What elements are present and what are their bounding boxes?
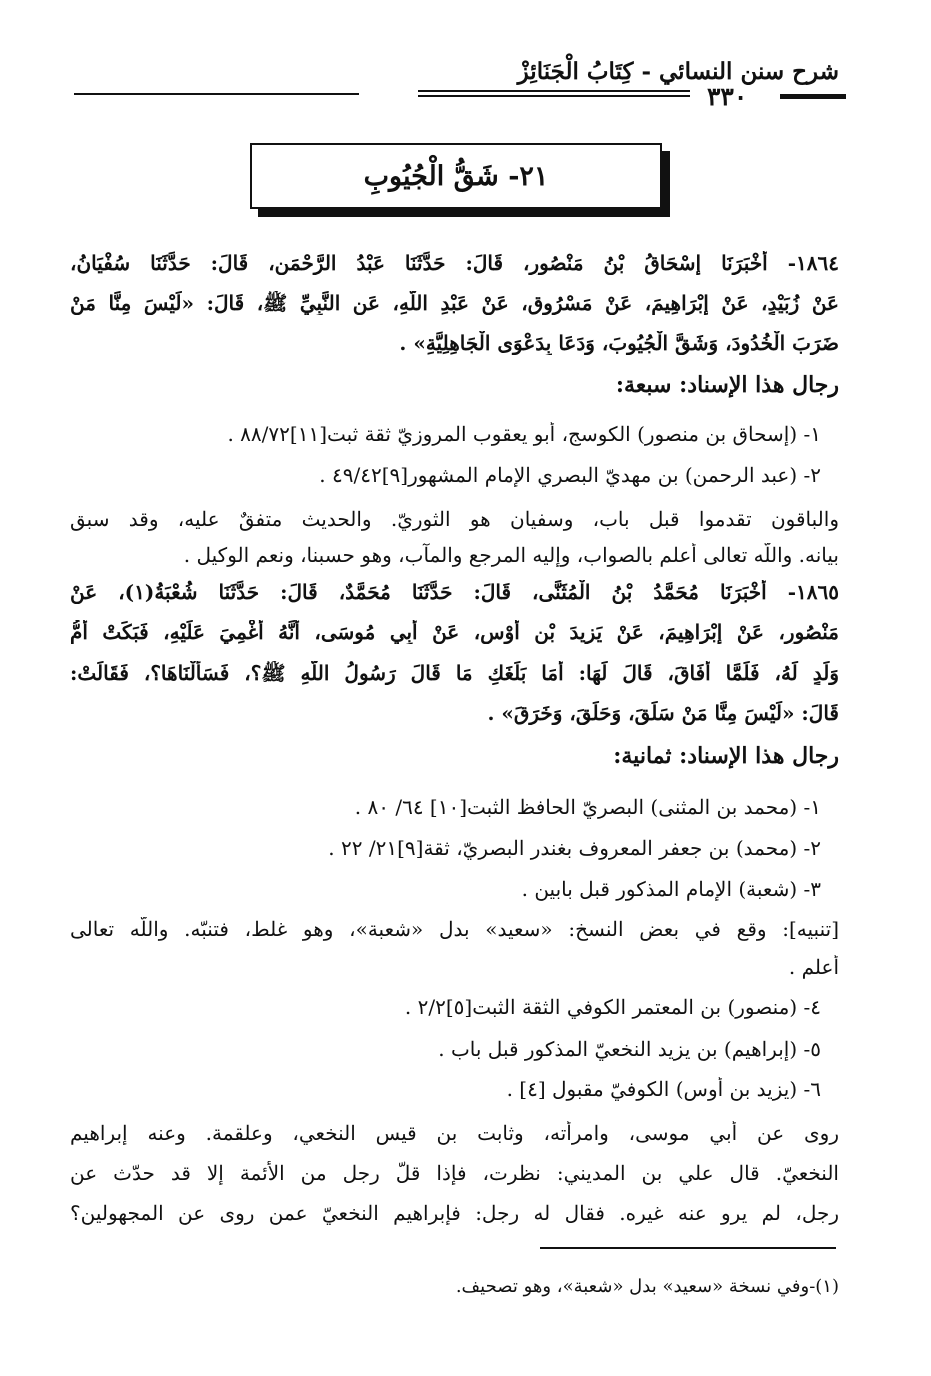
chapter-title-box <box>250 143 662 209</box>
running-header-title: شرح سنن النسائي - كِتَابُ الْجَنَائِزْ <box>517 58 839 85</box>
narrator-entry: ١- (إسحاق بن منصور) الكوسج، أبو يعقوب المروزيّ ثقة ثبت[١١]٨٨/٧٢ . <box>227 422 821 446</box>
text-line: وَلَدٍ لَهُ، فَلَمَّا أَفَاقَ، قَالَ لَهَا: أَمَا بَلَغَكِ مَا قَالَ رَسُولُ اللَّهِ ﷺ؟، فَسَأَلْنَاهَا؟، فَقَالَتْ: <box>70 661 839 685</box>
text-line: ١٨٦٤- أَخْبَرَنَا إِسْحَاقُ بْنُ مَنْصُورٍ، قَالَ: حَدَّثَنَا عَبْدُ الرَّحْمَنِ، قَالَ: حَدَّثَنَا سُفْيَانُ، <box>70 251 839 275</box>
section-heading: رجال هذا الإسناد: ثمانية: <box>613 743 839 769</box>
text-line: بيانه. واللَّه تعالى أعلم بالصواب، وإليه المرجع والمآب، وهو حسبنا، ونعم الوكيل . <box>183 543 839 567</box>
text-line: روى عن أبي موسى، وامرأته، وثابت بن قيس النخعي، وعلقمة. وعنه إبراهيم <box>70 1121 839 1145</box>
text-line: والباقون تقدموا قبل باب، وسفيان هو الثوريّ. والحديث متفقٌ عليه، وقد سبق <box>70 507 839 531</box>
narrator-entry: ٦- (يزيد بن أوس) الكوفيّ مقبول [٤] . <box>506 1077 821 1101</box>
footnote: (١)-وفي نسخة «سعيد» بدل «شعبة»، وهو تصحيف. <box>455 1276 839 1297</box>
chapter-title: ٢١- شَقُّ الْجُيُوبِ <box>363 160 549 192</box>
narrator-entry: ٣- (شعبة) الإمام المذكور قبل بابين . <box>521 877 821 901</box>
text-line: ١٨٦٥- أَخْبَرَنَا مُحَمَّدُ بْنُ الْمُثَنَّى، قَالَ: حَدَّثَنَا مُحَمَّدٌ، قَالَ: حَدَّثَنَا شُعْبَةُ(١)، عَنْ <box>70 580 839 604</box>
text-line: قَالَ: «لَيْسَ مِنَّا مَنْ سَلَقَ، وَحَلَقَ، وَخَرَقَ» . <box>487 701 839 725</box>
narrator-entry: ١- (محمد بن المثنى) البصريّ الحافظ الثبت[١٠] ٦٤/ ٨٠ . <box>354 795 821 819</box>
text-line: مَنْصُورٍ، عَنْ إِبْرَاهِيمَ، عَنْ يَزِيدَ بْنِ أَوْسٍ، عَنْ أَبِي مُوسَى، أَنَّهُ أُغْمِيَ عَلَيْهِ، فَبَكَتْ أُمُّ <box>70 620 839 644</box>
narrator-entry: ٢- (محمد) بن جعفر المعروف بغندر البصريّ، ثقة[٩]٢١/ ٢٢ . <box>328 836 821 860</box>
page-number: ٣٣٠ <box>707 82 748 111</box>
header-double-rule <box>418 90 690 100</box>
header-rule <box>74 93 359 95</box>
text-line: عَنْ زُبَيْدٍ، عَنْ إِبْرَاهِيمَ، عَنْ مَسْرُوقٍ، عَنْ عَبْدِ اللَّهِ، عَنِ النَّبِيِّ ﷺ، قَالَ: «لَيْسَ مِنَّا مَنْ <box>70 291 839 315</box>
narrator-entry: ٢- (عبد الرحمن) بن مهديّ البصري الإمام المشهور[٩]٤٩/٤٢ . <box>319 463 821 487</box>
narrator-entry: ٥- (إبراهيم) بن يزيد النخعيّ المذكور قبل باب . <box>438 1037 821 1061</box>
narrator-entry: ٤- (منصور) بن المعتمر الكوفي الثقة الثبت[٥]٢/٢ . <box>404 995 821 1019</box>
text-line: رجل، لم يرو عنه غيره. فقال له رجل: فإبراهيم النخعيّ عمن روى عن المجهولين؟ <box>70 1201 839 1225</box>
text-line: النخعيّ. قال علي بن المديني: نظرت، فإذا قلّ رجل من الأئمة إلا قد حدّث عن <box>70 1161 839 1185</box>
text-line: ضَرَبَ الْخُدُودَ، وَشَقَّ الْجُيُوبَ، وَدَعَا بِدَعْوَى الْجَاهِلِيَّةِ» . <box>399 331 839 355</box>
header-thick-rule <box>780 94 846 99</box>
footnote-rule <box>540 1247 836 1249</box>
text-line: [تنبيه]: وقع في بعض النسخ: «سعيد» بدل «شعبة»، وهو غلط، فتنبّه. واللَّه تعالى <box>70 917 839 941</box>
section-heading: رجال هذا الإسناد: سبعة: <box>615 372 839 398</box>
text-line: أعلم . <box>788 955 839 979</box>
